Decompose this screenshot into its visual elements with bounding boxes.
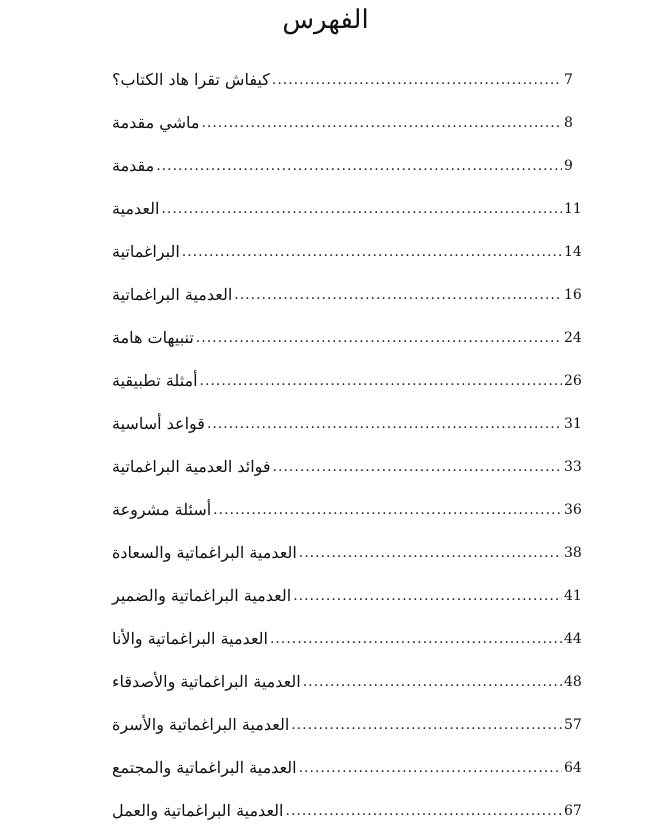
toc-entry-label: أسئلة مشروعة (112, 499, 212, 519)
toc-entry-page: 7 (564, 71, 573, 88)
toc-entry-label: ماشي مقدمة (112, 112, 200, 132)
toc-entry-label: البراغماتية (112, 241, 180, 261)
toc-entry-page: 41 (564, 587, 582, 604)
dot-leader (299, 758, 562, 778)
toc-entry-label: العدمية البراغماتية والمجتمع (112, 757, 297, 777)
toc-entry (112, 445, 582, 488)
toc-entry-page: 33 (564, 458, 582, 475)
dot-leader (207, 414, 562, 434)
toc-entry-page: 11 (564, 200, 582, 217)
toc-entry (112, 230, 582, 273)
toc-entry (112, 101, 582, 144)
page-title: الفهرس (282, 5, 369, 35)
toc-entry (112, 58, 582, 101)
dot-leader (270, 629, 562, 649)
toc-entry-label: العدمية البراغماتية والأسرة (112, 714, 290, 734)
dot-leader (272, 70, 562, 90)
toc-entry (112, 187, 582, 230)
dot-leader (196, 328, 562, 348)
dot-leader (201, 113, 562, 133)
toc-entry-page: 38 (564, 544, 582, 561)
toc-entry-label: مقدمة (112, 155, 155, 175)
dot-leader (273, 457, 562, 477)
toc-entry (112, 746, 582, 789)
dot-leader (200, 371, 562, 391)
dot-leader (299, 543, 562, 563)
toc-entry-label: قواعد أساسية (112, 413, 205, 433)
toc-entry-label: العدمية البراغماتية والسعادة (112, 542, 297, 562)
toc-entry-page: 67 (564, 802, 582, 819)
toc-entry (112, 660, 582, 703)
dot-leader (213, 500, 562, 520)
toc-entry-page: 48 (564, 673, 582, 690)
toc-entry (112, 574, 582, 617)
toc-entry-label: فوائد العدمية البراغماتية (112, 456, 271, 476)
dot-leader (303, 672, 562, 692)
toc-entry (112, 359, 582, 402)
toc-entry-label: العدمية البراغماتية والعمل (112, 800, 284, 820)
toc-entry-page: 16 (564, 286, 582, 303)
toc-entry-page: 24 (564, 329, 582, 346)
toc-entry-page: 36 (564, 501, 582, 518)
toc-list (112, 58, 582, 832)
toc-entry-page: 31 (564, 415, 582, 432)
toc-entry-label: العدمية (112, 198, 160, 218)
dot-leader (286, 801, 563, 821)
toc-entry (112, 402, 582, 445)
dot-leader (156, 156, 562, 176)
toc-entry-page: 14 (564, 243, 582, 260)
dot-leader (291, 715, 562, 735)
dot-leader (293, 586, 562, 606)
toc-entry (112, 617, 582, 660)
toc-entry-label: العدمية البراغماتية والأصدقاء (112, 671, 301, 691)
dot-leader (234, 285, 562, 305)
toc-entry-page: 26 (564, 372, 582, 389)
toc-entry-page: 64 (564, 759, 582, 776)
toc-entry-label: العدمية البراغماتية (112, 284, 233, 304)
dot-leader (182, 242, 562, 262)
toc-entry-label: العدمية البراغماتية والضمير (112, 585, 292, 605)
toc-entry-label: أمثلة تطبيقية (112, 370, 198, 390)
toc-entry (112, 488, 582, 531)
toc-entry-label: تنبيهات هامة (112, 327, 194, 347)
toc-entry-page: 44 (564, 630, 582, 647)
toc-entry (112, 789, 582, 832)
toc-entry (112, 703, 582, 746)
toc-entry-label: كيفاش تقرا هاد الكتاب؟ (112, 69, 270, 89)
toc-entry (112, 144, 582, 187)
toc-entry-page: 57 (564, 716, 582, 733)
toc-entry-page: 9 (564, 157, 573, 174)
dot-leader (161, 199, 562, 219)
toc-entry (112, 273, 582, 316)
toc-entry-label: العدمية البراغماتية والأنا (112, 628, 268, 648)
toc-entry (112, 316, 582, 359)
toc-entry (112, 531, 582, 574)
toc-entry-page: 8 (564, 114, 573, 131)
